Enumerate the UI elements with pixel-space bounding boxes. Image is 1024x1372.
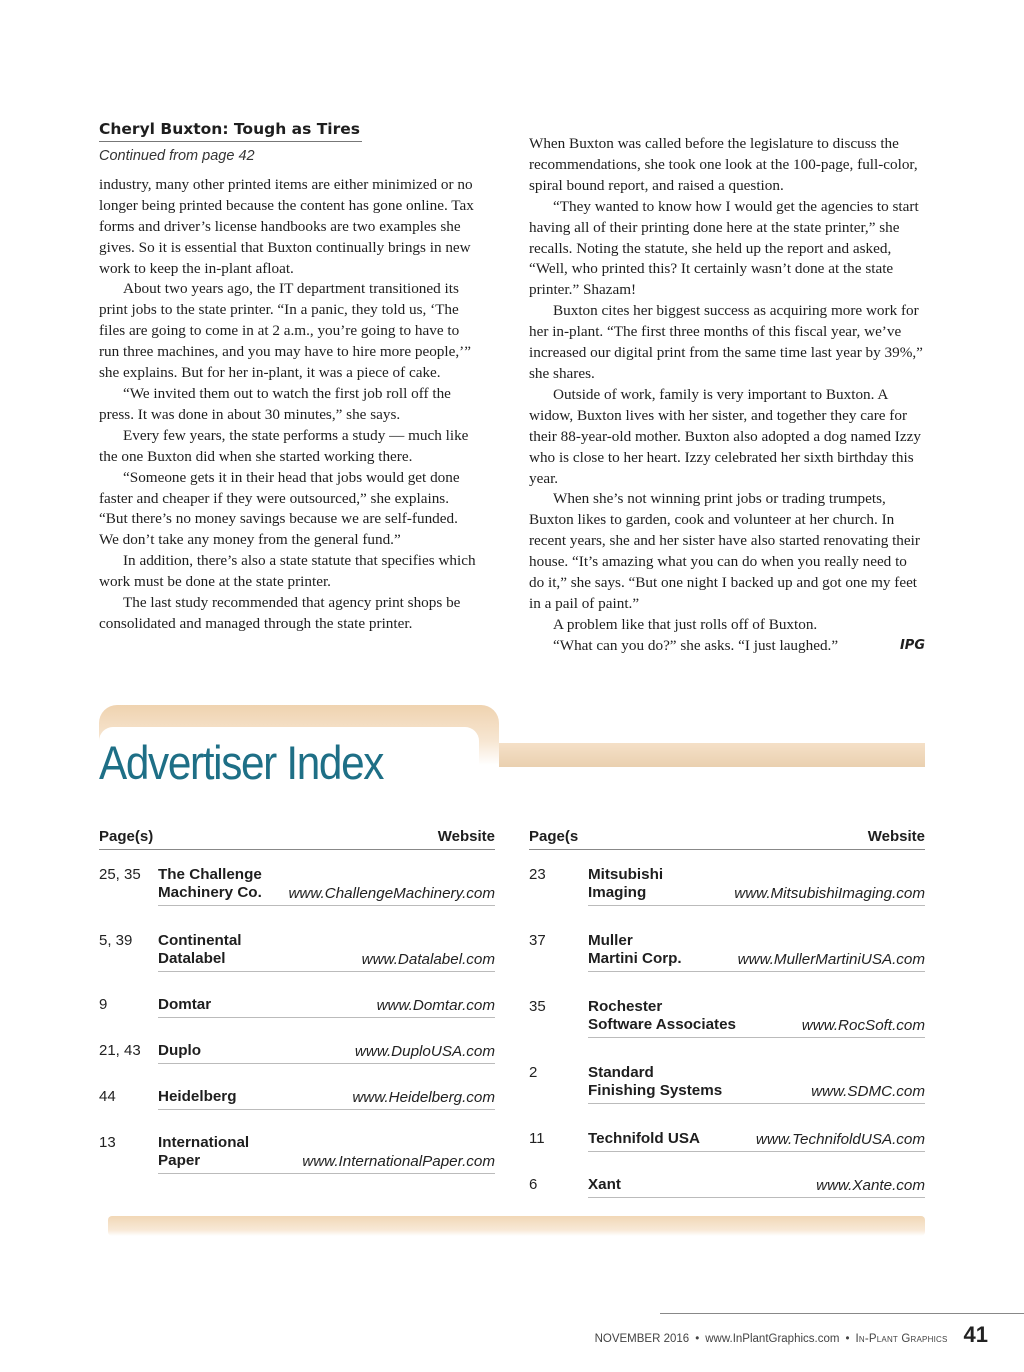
footer-date: NOVEMBER 2016 <box>594 1333 690 1345</box>
table-row <box>99 862 495 906</box>
story-right-column <box>529 134 925 657</box>
story-paragraph: Outside of work, family is very important to Buxton. A widow, Buxton lives with her sister, and together they care for their 88-year-old mother. Buxton also adopted a dog named Izzy who is close to her heart. Izzy celebrated her sixth birthday this year. <box>529 385 921 487</box>
row-advertiser: Duplo <box>158 1042 202 1059</box>
story-left-column <box>99 120 479 635</box>
row-advertiser: Muller Martini Corp. <box>588 932 682 967</box>
footer-website: www.InPlantGraphics.com <box>705 1333 840 1345</box>
row-website: www.TechnifoldUSA.com <box>755 1131 925 1148</box>
row-pages: 23 <box>529 866 546 883</box>
row-pages: 5, 39 <box>99 932 133 949</box>
table-header <box>529 828 925 850</box>
col-website-header: Website <box>867 828 925 845</box>
table-row <box>529 1126 925 1152</box>
story-paragraph: Every few years, the state performs a study — much like the one Buxton did when she started working there. <box>99 426 469 465</box>
advertiser-index-title: Advertiser Index <box>99 736 384 789</box>
row-website: www.ChallengeMachinery.com <box>288 885 495 902</box>
row-pages: 25, 35 <box>99 866 141 883</box>
table-row <box>529 1172 925 1198</box>
footer-magazine-name: In-Plant Graphics <box>855 1333 948 1345</box>
row-advertiser: The Challenge Machinery Co. <box>158 866 262 901</box>
table-row <box>99 1038 495 1064</box>
row-pages: 13 <box>99 1134 116 1151</box>
col-website-header: Website <box>437 828 495 845</box>
col-pages-header: Page(s <box>529 828 579 845</box>
page-number: 41 <box>963 1322 988 1347</box>
row-website: www.Heidelberg.com <box>352 1089 495 1106</box>
row-advertiser: Rochester Software Associates <box>588 998 736 1033</box>
table-header <box>99 828 495 850</box>
page-footer <box>595 1322 988 1348</box>
advertiser-table-right <box>529 828 925 1198</box>
story-signature: IPG <box>899 637 925 653</box>
row-pages: 21, 43 <box>99 1042 141 1059</box>
table-row <box>99 928 495 972</box>
table-row <box>529 1060 925 1104</box>
table-row <box>529 862 925 906</box>
story-paragraph: Buxton cites her biggest success as acquiring more work for her in-plant. “The first three months of this fiscal year, we’ve increased our digital print from the same time last year by 39%,” she shares. <box>529 302 923 382</box>
continued-from-note: Continued from page 42 <box>99 148 255 164</box>
row-pages: 11 <box>529 1130 545 1147</box>
bottom-decorative-band <box>108 1216 925 1236</box>
story-paragraph: industry, many other printed items are either minimized or no longer being printed because the content has gone online. Tax forms and driver’s license handbooks are two examples she gives. So it is essential that Buxton continually brings in new work to keep the in-plant afloat. <box>99 175 474 277</box>
row-advertiser: Continental Datalabel <box>158 932 242 967</box>
table-row <box>99 1084 495 1110</box>
row-pages: 44 <box>99 1088 116 1105</box>
footer-rule <box>660 1313 1024 1314</box>
row-website: www.DuploUSA.com <box>354 1043 495 1060</box>
row-pages: 9 <box>99 996 108 1013</box>
row-advertiser: Standard Finishing Systems <box>588 1064 723 1099</box>
row-advertiser: Xant <box>588 1176 621 1193</box>
story-last-line: “What can you do?” she asks. “I just laughed.” <box>553 636 839 654</box>
row-website: www.RocSoft.com <box>801 1017 925 1034</box>
story-paragraph: In addition, there’s also a state statute that specifies which work must be done at the state printer. <box>99 552 476 591</box>
row-pages: 6 <box>529 1176 538 1193</box>
table-row <box>529 928 925 972</box>
row-website: www.MitsubishiImaging.com <box>734 885 925 902</box>
col-pages-header: Page(s) <box>99 828 154 845</box>
row-pages: 35 <box>529 998 546 1015</box>
row-advertiser: Domtar <box>158 996 212 1013</box>
footer-bullet: • <box>695 1333 700 1345</box>
row-advertiser: Heidelberg <box>158 1088 237 1105</box>
row-advertiser: Mitsubishi Imaging <box>588 866 664 901</box>
story-paragraph: When Buxton was called before the legislature to discuss the recommendations, she took one look at the 100-page, full-color, spiral bound report, and raised a question. <box>529 135 918 194</box>
row-website: www.SDMC.com <box>811 1083 925 1100</box>
row-website: www.InternationalPaper.com <box>302 1153 495 1170</box>
row-advertiser: Technifold USA <box>588 1130 700 1147</box>
story-paragraph: The last study recommended that agency print shops be consolidated and managed through the state printer. <box>99 594 461 632</box>
banner-strip <box>499 743 925 767</box>
row-advertiser: International Paper <box>158 1134 250 1169</box>
table-row <box>99 1130 495 1174</box>
table-row <box>99 992 495 1018</box>
advertiser-table-left <box>99 828 495 1174</box>
story-paragraph: When she’s not winning print jobs or trading trumpets, Buxton likes to garden, cook and volunteer at her church. In recent years, she and her sister have also started renovating their house. “It’s amazing what you can do when you really need to do it,” she says. “But one night I backed up and got one my feet in a pail of paint.” <box>529 490 920 612</box>
row-website: www.Domtar.com <box>376 997 495 1014</box>
story-paragraph: “Someone gets it in their head that jobs would get done faster and cheaper if they were outsourced,” she explains. “But there’s no money savings because we are self-funded. We don’t take any money from the general fund.” <box>99 468 460 549</box>
story-paragraph: About two years ago, the IT department transitioned its print jobs to the state printer. “In a panic, they told us, ‘The files are going to come in at 2 a.m., you’re going to have to run three machines, and you may have to hire more people,’” she explains. But for her in-plant, it was a piece of cake. <box>99 280 471 382</box>
story-paragraph <box>529 636 925 657</box>
story-paragraph: “We invited them out to watch the first job roll off the press. It was done in about 30 minutes,” she says. <box>99 384 451 423</box>
story-paragraph: “They wanted to know how I would get the agencies to start having all of their printing done here at the state printer,” she recalls. Noting the statute, she held up the report and asked, “Well, who printed this? It certainly wasn’t done at the state printer.” Shazam! <box>529 197 919 299</box>
row-website: www.Xante.com <box>816 1177 925 1194</box>
story-paragraph: A problem like that just rolls off of Buxton. <box>553 615 818 633</box>
story-title: Cheryl Buxton: Tough as Tires <box>99 120 362 142</box>
row-pages: 37 <box>529 932 546 949</box>
table-row <box>529 994 925 1038</box>
row-website: www.MullerMartiniUSA.com <box>737 951 925 968</box>
row-website: www.Datalabel.com <box>361 951 495 968</box>
footer-bullet: • <box>845 1333 850 1345</box>
row-pages: 2 <box>529 1064 538 1081</box>
